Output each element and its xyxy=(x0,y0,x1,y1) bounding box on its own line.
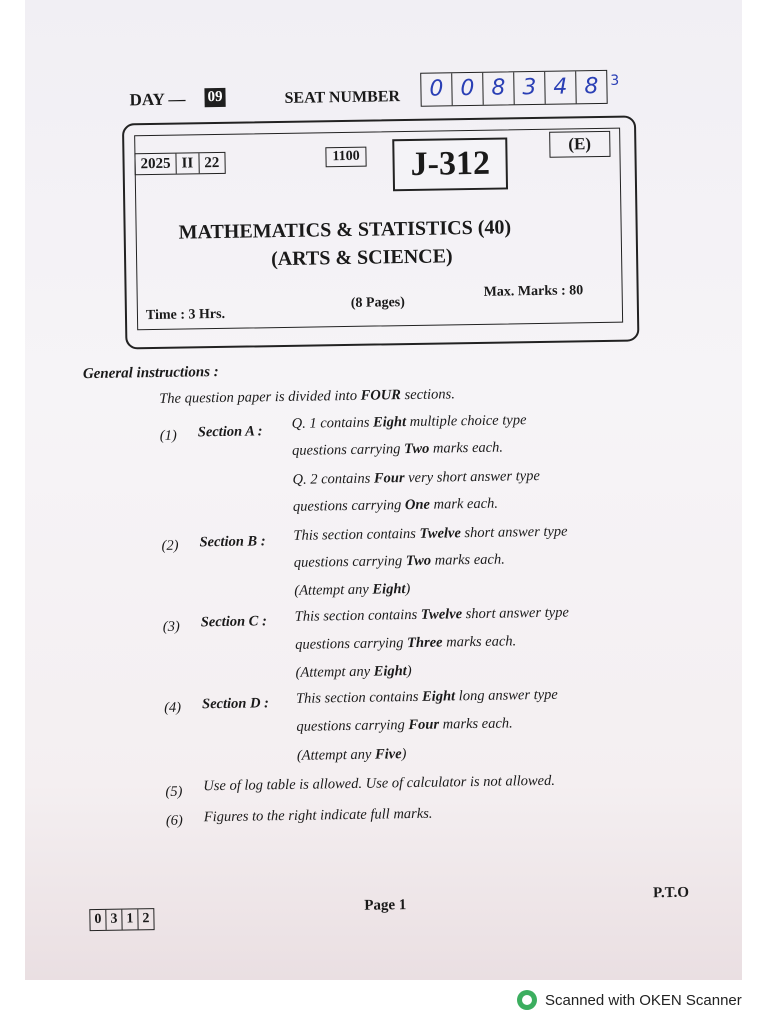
medium-code: (E) xyxy=(549,131,610,158)
section-d-line: questions carrying Four marks each. xyxy=(296,715,513,735)
subject-title: MATHEMATICS & STATISTICS (40) xyxy=(178,216,512,244)
stream-title: (ARTS & SCIENCE) xyxy=(270,245,453,271)
item-number: (1) xyxy=(159,427,177,444)
section-c-label: Section C : xyxy=(200,613,267,631)
seat-number-boxes xyxy=(420,70,608,107)
log-table-note: Use of log table is allowed. Use of calculator is not allowed. xyxy=(203,772,556,795)
exam-number: 1100 xyxy=(325,147,367,168)
item-number: (4) xyxy=(164,699,182,716)
paper-code: J-312 xyxy=(392,137,508,191)
item-number: (2) xyxy=(161,537,179,554)
exam-date: 22 xyxy=(204,154,220,172)
day-label: DAY — xyxy=(129,89,186,110)
section-c-line: (Attempt any Eight) xyxy=(295,663,412,681)
section-b-line: (Attempt any Eight) xyxy=(294,581,411,599)
page-content xyxy=(25,0,742,980)
exam-date-code xyxy=(134,152,225,175)
item-number: (6) xyxy=(165,812,183,829)
instructions-heading: General instructions : xyxy=(82,364,219,383)
scanned-page xyxy=(25,0,742,980)
scanner-watermark xyxy=(517,990,742,1010)
code-digit: 2 xyxy=(142,911,150,927)
max-marks: Max. Marks : 80 xyxy=(483,283,584,300)
seat-digit: 0 xyxy=(421,73,452,105)
code-digit: 0 xyxy=(90,910,106,930)
exam-year: 2025 xyxy=(135,154,176,175)
item-number: (5) xyxy=(165,783,183,800)
time-allowed: Time : 3 Hrs. xyxy=(145,306,226,324)
seat-digit: 0 xyxy=(452,73,483,105)
section-a-line: Q. 1 contains Eight multiple choice type xyxy=(291,412,527,432)
pto-label: P.T.O xyxy=(652,884,690,902)
item-number: (3) xyxy=(162,618,180,635)
section-a-line: Q. 2 contains Four very short answer type xyxy=(292,467,540,488)
code-digit: 3 xyxy=(106,910,122,930)
section-b-line: questions carrying Two marks each. xyxy=(293,551,505,571)
section-a-line: questions carrying One mark each. xyxy=(292,495,499,515)
full-marks-note: Figures to the right indicate full marks. xyxy=(203,805,433,826)
section-c-line: This section contains Twelve short answer type xyxy=(294,604,569,625)
seat-digit: 4 xyxy=(545,71,576,103)
seat-number-label: SEAT NUMBER xyxy=(284,88,401,107)
scanner-logo-icon xyxy=(517,990,537,1010)
section-d-line: This section contains Eight long answer type xyxy=(295,686,558,707)
instructions-lead: The question paper is divided into FOUR sections. xyxy=(159,386,456,407)
scanner-text: Scanned with OKEN Scanner xyxy=(545,991,742,1009)
seat-digit: 8 xyxy=(584,74,599,100)
seat-digit: 8 xyxy=(483,72,514,104)
exam-term: II xyxy=(176,153,199,173)
page-number: Page 1 xyxy=(364,897,407,914)
code-digit: 1 xyxy=(122,909,138,929)
day-value: 09 xyxy=(204,88,225,107)
section-d-line: (Attempt any Five) xyxy=(296,746,407,764)
section-b-label: Section B : xyxy=(199,533,266,551)
section-a-line: questions carrying Two marks each. xyxy=(291,439,504,459)
section-a-label: Section A : xyxy=(197,423,263,441)
paper-code-boxes xyxy=(89,908,154,931)
seat-extra-digit: 3 xyxy=(610,72,620,89)
section-c-line: questions carrying Three marks each. xyxy=(295,633,517,653)
section-b-line: This section contains Twelve short answer type xyxy=(293,523,568,544)
page-count: (8 Pages) xyxy=(350,295,405,311)
section-d-label: Section D : xyxy=(201,695,270,713)
seat-digit: 3 xyxy=(514,72,545,104)
